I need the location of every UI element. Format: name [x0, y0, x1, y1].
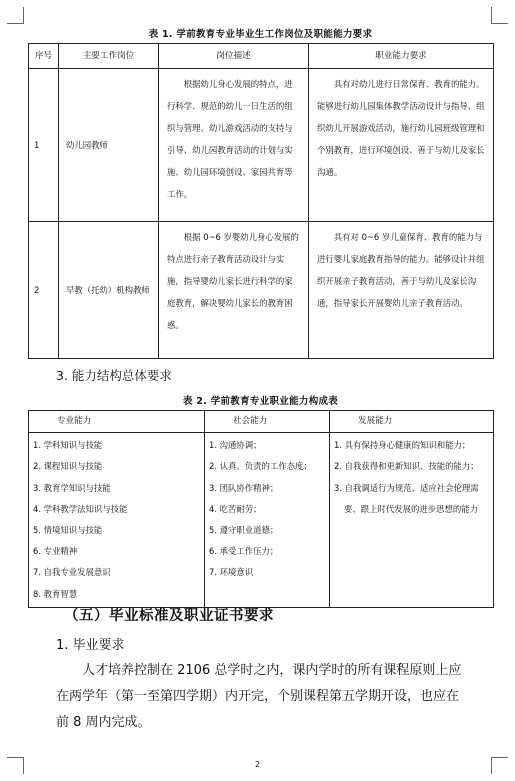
list-item: 5. 情境知识与技能: [33, 525, 103, 536]
list-item: 2. 认真、负责的工作态度；: [209, 461, 312, 472]
list-item: 2. 自我获得和更新知识、技能的能力；: [334, 461, 479, 472]
list-item: 2. 课程知识与技能: [33, 461, 103, 472]
header-development-ability: 发展能力: [330, 411, 494, 433]
header-social-ability: 社会能力: [205, 411, 330, 433]
table1-header-row: [29, 44, 494, 69]
list-item: 3. 教育学知识与技能: [33, 482, 111, 493]
development-ability-cell: [330, 433, 494, 608]
header-description: 岗位描述: [159, 44, 309, 69]
table1-caption: 表 1. 学前教育专业毕业生工作岗位及职能能力要求: [148, 29, 373, 40]
row-position: 早教（托幼）机构教师: [59, 222, 159, 359]
crop-mark-top-right: [491, 7, 508, 24]
row-number: 2: [29, 222, 59, 359]
row-position: 幼儿园教师: [59, 69, 159, 222]
table2-header-row: [29, 411, 494, 433]
section-heading-graduation-standards: （五）毕业标准及职业证书要求: [64, 607, 274, 624]
list-item: 4. 学科教学法知识与技能: [33, 503, 128, 514]
list-item: 1. 学科知识与技能: [33, 440, 103, 451]
table-row: [29, 433, 494, 608]
header-number: 序号: [29, 44, 59, 69]
list-item: 4. 吃苦耐劳；: [209, 503, 262, 514]
header-position: 主要工作岗位: [59, 44, 159, 69]
list-item: 1. 沟通协调；: [209, 440, 262, 451]
job-position-table: [28, 43, 494, 359]
ability-composition-table: [28, 410, 494, 608]
crop-mark-top-left: [7, 7, 24, 24]
subsection-heading-graduation-requirements: 1. 毕业要求: [56, 638, 125, 653]
page-number: 2: [254, 760, 261, 769]
list-item: 6. 专业精神: [33, 546, 78, 557]
professional-ability-cell: [29, 433, 205, 608]
row-description: 根据 0~6 岁婴幼儿身心发展的特点进行亲子教育活动设计与实施，指导婴幼儿家长进行科学的家庭教育，解决婴幼儿家长的教育困惑。: [159, 222, 309, 359]
social-ability-cell: [205, 433, 330, 608]
row-ability: 具有对 0~6 岁儿童保育、教育的能力与进行婴儿家庭教育指导的能力。能够设计并组织开展亲子教育活动，善于与幼儿及家长沟通，指导家长开展婴幼儿亲子教育活动。: [309, 222, 494, 359]
table-row: [29, 222, 494, 359]
header-ability: 职业能力要求: [309, 44, 494, 69]
row-number: 1: [29, 69, 59, 222]
table-row: [29, 69, 494, 222]
row-ability: 具有对幼儿进行日常保育、教育的能力。能够进行幼儿园集体教学活动设计与指导、组织幼儿开展游戏活动，施行幼儿园班级管理和个别教育，进行环境创设、善于与幼儿及家长沟通。: [309, 69, 494, 222]
list-item: 7. 自我专业发展意识: [33, 567, 111, 578]
section-heading-ability-structure: 3. 能力结构总体要求: [56, 368, 172, 383]
list-item: 3. 团队协作精神；: [209, 482, 279, 493]
list-item: 1. 具有保持身心健康的知识和能力；: [334, 440, 471, 451]
graduation-requirements-paragraph: 人才培养控制在 2106 总学时之内，课内学时的所有课程原则上应在两学年（第一至第四学期）内开完，个别课程第五学期开设，也应在前 8 周内完成。: [56, 663, 462, 730]
list-item: 7. 环境意识: [209, 567, 254, 578]
list-item: 3. 自我调适行为规范、适应社会伦理需要、跟上时代发展的进步思想的能力: [334, 482, 479, 514]
list-item: 8. 教育智慧: [33, 588, 78, 599]
header-professional-ability: 专业能力: [29, 411, 205, 433]
list-item: 6. 承受工作压力；: [209, 546, 279, 557]
list-item: 5. 遵守职业道德；: [209, 525, 279, 536]
row-description: 根据幼儿身心发展的特点，进行科学、规范的幼儿一日生活的组织与管理、幼儿游戏活动的支持与引导、幼儿园教育活动的计划与实施、幼儿园环境创设、家园共育等工作。: [159, 69, 309, 222]
table2-caption: 表 2. 学前教育专业职业能力构成表: [182, 396, 339, 407]
